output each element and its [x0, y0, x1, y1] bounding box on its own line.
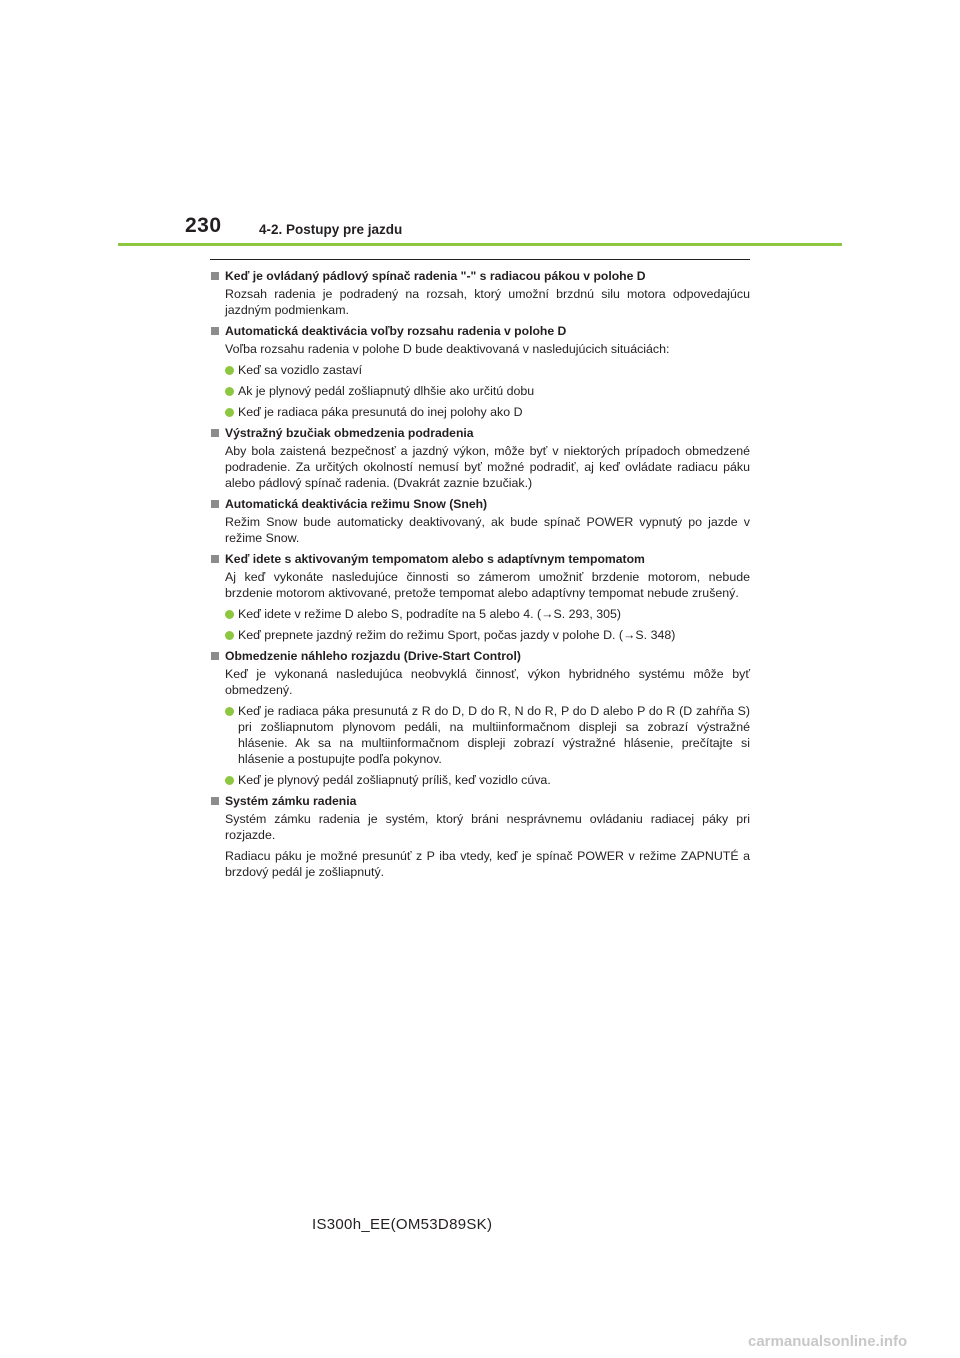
manual-code: IS300h_EE(OM53D89SK): [312, 1216, 493, 1233]
section-heading: Keď idete s aktivovaným tempomatom alebo s adaptívnym tempomatom: [210, 551, 750, 567]
section-heading: Systém zámku radenia: [210, 793, 750, 809]
section-paragraph: Rozsah radenia je podradený na rozsah, ktorý umožní brzdnú silu motora odpovedajúcu jazdným podmienkam.: [225, 287, 750, 317]
section-4: [210, 496, 750, 546]
bullet-item: Ak je plynový pedál zošliapnutý dlhšie ako určitú dobu: [210, 383, 750, 399]
section-heading: Keď je ovládaný pádlový spínač radenia "-" s radiacou pákou v polohe D: [210, 268, 750, 284]
section-paragraph: Aj keď vykonáte nasledujúce činnosti so zámerom umožniť brzdenie motorom, nebude brzdenie motorom aktivované, pretože tempomat alebo adaptívny tempomat nebude zrušený.: [225, 570, 750, 600]
section-heading: Výstražný bzučiak obmedzenia podradenia: [210, 425, 750, 441]
section-paragraph: Systém zámku radenia je systém, ktorý bráni nesprávnemu ovládaniu radiacej páky pri rozjazde.: [225, 812, 750, 842]
section-title: 4-2. Postupy pre jazdu: [259, 222, 403, 237]
section-5: [210, 551, 750, 643]
section-6: [210, 648, 750, 788]
section-2: [210, 323, 750, 420]
section-3: [210, 425, 750, 491]
bullet-item: Keď idete v režime D alebo S, podradíte na 5 alebo 4. (→S. 293, 305): [210, 606, 750, 622]
section-paragraph: Keď je vykonaná nasledujúca neobvyklá činnosť, výkon hybridného systému môže byť obmedzený.: [225, 667, 750, 697]
bullet-item: Keď je plynový pedál zošliapnutý príliš, keď vozidlo cúva.: [210, 772, 750, 788]
watermark: carmanualsonline.info: [748, 1333, 908, 1350]
section-heading: Automatická deaktivácia voľby rozsahu radenia v polohe D: [210, 323, 750, 339]
bullet-item: Keď prepnete jazdný režim do režimu Sport, počas jazdy v polohe D. (→S. 348): [210, 627, 750, 643]
content-rule: [210, 259, 750, 260]
section-heading: Obmedzenie náhleho rozjazdu (Drive-Start Control): [210, 648, 750, 664]
bullet-item: Keď sa vozidlo zastaví: [210, 362, 750, 378]
section-paragraph: Aby bola zaistená bezpečnosť a jazdný výkon, môže byť v niektorých prípadoch obmedzené podradenie. Za určitých okolností nemusí byť možné podradiť, aj keď ovládate radiacu páku alebo pádlový spínač radenia. (Dvakrát zaznie bzučiak.): [225, 444, 750, 490]
section-paragraph: Voľba rozsahu radenia v polohe D bude deaktivovaná v nasledujúcich situáciách:: [225, 342, 670, 356]
header-rule: [118, 243, 842, 246]
bullet-item: Keď je radiaca páka presunutá z R do D, D do R, N do R, P do D alebo P do R (D zahŕňa S) pri zošliapnutom plynovom pedáli, na multiinformačnom displeji sa zobrazí výstražné hlásenie. Ak sa na multiinformačnom displeji zobrazí výstražné hlásenie, prečítajte si hlásenie a postupujte podľa pokynov.: [210, 703, 750, 767]
content-body: [210, 268, 750, 885]
section-7: [210, 793, 750, 880]
section-1: [210, 268, 750, 318]
section-paragraph: Radiacu páku je možné presunúť z P iba vtedy, keď je spínač POWER v režime ZAPNUTÉ a brzdový pedál je zošliapnutý.: [225, 849, 750, 879]
section-paragraph: Režim Snow bude automaticky deaktivovaný, ak bude spínač POWER vypnutý po jazde v režime Snow.: [225, 515, 750, 545]
section-heading: Automatická deaktivácia režimu Snow (Sneh): [210, 496, 750, 512]
page-number: 230: [185, 214, 222, 237]
bullet-item: Keď je radiaca páka presunutá do inej polohy ako D: [210, 404, 750, 420]
